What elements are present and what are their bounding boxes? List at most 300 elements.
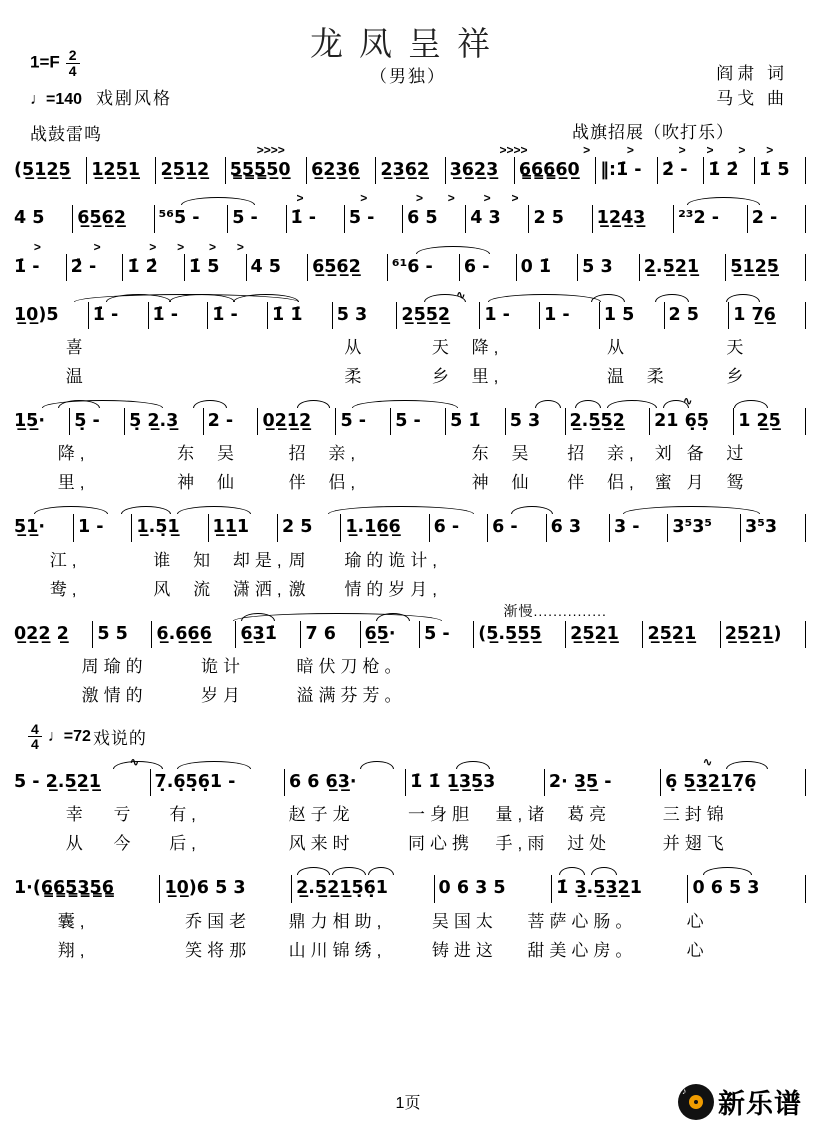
measure: 5 - (391, 408, 446, 435)
lyric-syllable: 吴 (216, 444, 239, 464)
measure: ⁶¹6 - (388, 254, 460, 281)
slur-arc (181, 197, 255, 205)
lyric-syllable: 山川锦绣, (288, 940, 387, 960)
measure: 0̲2̲1̲2̲ (258, 408, 336, 435)
lyric-syllable: 里, (471, 367, 504, 386)
lyric-syllable: 降, (57, 444, 90, 464)
lyric-syllable: 乔国老 (185, 911, 252, 931)
music-note-icon: ♪ (682, 1085, 687, 1096)
lyric-syllable: 从 (65, 834, 88, 854)
section-label-left: 战鼓雷鸣 (30, 125, 102, 144)
lyric-syllable: 乡 (726, 367, 749, 386)
lyric-syllable: 暗伏刀枪。 (296, 656, 407, 676)
lyric-syllable: 诸 (527, 805, 550, 825)
music-system (10, 239, 806, 281)
measure: 1 2̲5̲ (734, 408, 806, 435)
accent-mark: > (177, 239, 185, 254)
lyric-syllable: 情的岁月, (344, 579, 443, 599)
lyric-syllable: 风来时 (288, 834, 355, 854)
style-text: 戏说的 (92, 729, 147, 749)
notes-row (10, 205, 806, 232)
accent-mark: > (626, 143, 634, 157)
ornament-row (10, 393, 806, 408)
measure: 0 1̇ (517, 254, 579, 281)
lyric-syllable: 诡计 (201, 656, 246, 676)
lyric-syllable: 招 (567, 444, 590, 464)
lyric-syllable: 葛亮 (567, 805, 612, 825)
lyric-syllable: 鼎力相助, (288, 911, 387, 931)
measure: 5 - (420, 621, 474, 648)
music-system (10, 860, 806, 960)
lyric-syllable: 却是, (232, 550, 287, 570)
slur-arc (535, 400, 561, 408)
lyric-syllable: 周 (288, 550, 311, 570)
slur-arc (726, 294, 760, 302)
lyric-syllable: 今 (113, 834, 136, 854)
publisher-logo (678, 1082, 802, 1121)
lyric-syllable: 天 (726, 338, 749, 357)
lyric-syllable: 东 (177, 444, 200, 464)
lyric-syllable: 激 (288, 579, 311, 599)
lyric-syllable: 侣, (607, 473, 639, 493)
lyric-syllable: 鸯, (49, 579, 82, 599)
slur-arc (623, 506, 760, 514)
slur-arc (575, 400, 601, 408)
notes-row (10, 157, 806, 184)
ornament-row (10, 499, 806, 514)
lyric-syllable: 心 (686, 911, 709, 931)
measure: 6 - (460, 254, 517, 281)
accent-mark: > (483, 191, 491, 206)
lyric-syllable: 量, (495, 805, 528, 825)
measure: 2 - (748, 205, 806, 232)
ornament-row (10, 142, 806, 157)
lyric-syllable: 甜美心房。 (527, 940, 638, 960)
page-number: 1页 (395, 1095, 421, 1112)
lyric-syllable: 仙 (511, 473, 534, 493)
lyric-row (10, 907, 806, 932)
slur-arc (177, 761, 251, 769)
measure: 1̇ - (89, 302, 149, 329)
slur-arc (488, 294, 601, 302)
measure: 0 6 3 5 (435, 875, 553, 902)
slur-arc (360, 761, 394, 769)
lyric-syllable: 东 (471, 444, 494, 464)
song-subtitle: （男独） (370, 67, 446, 86)
measure: 5̲1̲2̲5̲ (726, 254, 806, 281)
slur-arc (726, 761, 768, 769)
lyric-row (10, 439, 806, 464)
lyric-syllable: 周瑜的 (81, 656, 148, 676)
lyric-syllable: 鸳 (726, 473, 749, 493)
lyric-syllable: 天 (431, 338, 454, 357)
lyric-row (10, 468, 806, 493)
measure: 1̲.5̣1̲ (132, 514, 208, 541)
lyric-syllable: 翔, (57, 940, 90, 960)
score (10, 142, 806, 967)
lyric-syllable: 乡 (431, 367, 454, 386)
accent-mark: > (447, 191, 455, 206)
meter-fraction: $\frac{4}{4}$ (28, 722, 42, 752)
measure: 1 - (74, 514, 132, 541)
slur-arc (368, 867, 394, 875)
measure: 4 3 (466, 205, 529, 232)
slur-arc (193, 400, 227, 408)
accent-mark: > (93, 239, 101, 254)
lyric-syllable: 赵子龙 (288, 805, 355, 825)
measure: 6 - (430, 514, 488, 541)
ornament-row (10, 754, 806, 769)
measure: 6̣ 5̲3̲2̲1̲7̣6̣ (661, 769, 806, 796)
tempo-change-label: 渐慢............... (503, 602, 607, 619)
lyric-row (10, 546, 806, 571)
accent-mark: > (766, 143, 774, 157)
measure: 2̲.5̲5̲2̲ (566, 408, 651, 435)
lyric-row (10, 829, 806, 854)
slur-arc (297, 400, 331, 408)
measure: 2̇ - (658, 157, 704, 184)
measure: (5̲1̲2̲5̲ (10, 157, 87, 184)
style-text: 戏剧风格 (96, 89, 173, 108)
measure: 3⁵3 (741, 514, 806, 541)
measure: 2̲5̲2̲1̲ (643, 621, 720, 648)
lyric-syllable: 亲, (328, 444, 361, 464)
measure: 0̲2̲2̲ 2̲ (10, 621, 93, 648)
lyric-syllable: 同心携 (408, 834, 474, 854)
measure: 1̲5̲· (10, 408, 70, 435)
measure: 5 - (345, 205, 403, 232)
accent-mark: > (583, 143, 591, 157)
measure: 6̲3̲1̇ (236, 621, 301, 648)
accent-mark: ∿ (455, 287, 466, 302)
ornament-row (10, 190, 806, 205)
lyric-syllable: 喜 (65, 338, 88, 357)
measure: 5 5 (93, 621, 152, 648)
accent-mark: > (209, 239, 217, 254)
slur-arc (121, 506, 171, 514)
measure: 5 3 (333, 302, 398, 329)
lyric-syllable: 吴国太 (431, 911, 498, 931)
measure: 6̳6̳6̳6̲0̲ (515, 157, 596, 184)
measure: 1 - (480, 302, 540, 329)
measure: 1·(6̳6̳5̳3̳5̳6̳ (10, 875, 160, 902)
measure: 2̲.5̲2̲1̲ (640, 254, 726, 281)
meter-fraction: $\frac{2}{4}$ (66, 48, 80, 78)
lyric-syllable: 亲, (607, 444, 639, 464)
measure: 1̇ 5 (185, 254, 247, 281)
slur-arc (591, 867, 617, 875)
music-system (10, 393, 806, 493)
measure: 2· 3̲5̲ - (545, 769, 661, 796)
measure: 6 - (488, 514, 546, 541)
lyric-syllable: 温 (607, 367, 629, 386)
measure: 6̲.6̲6̲6̲ (152, 621, 236, 648)
accent-mark: ∿ (702, 755, 713, 770)
music-system (10, 754, 806, 854)
accent-mark: > (706, 143, 714, 157)
lyric-syllable: 谁 (153, 550, 176, 570)
lyric-syllable: 神 (177, 473, 200, 493)
measure: 5 - 2̲.5̲2̲1̲ (10, 769, 151, 796)
measure: 6̲2̲3̲6̲ (307, 157, 376, 184)
slur-arc (34, 506, 108, 514)
slur-arc (511, 506, 553, 514)
lyric-syllable: 备 (686, 444, 709, 464)
lyric-syllable: 瑜的诡计, (344, 550, 443, 570)
measure: 1̇ - (208, 302, 268, 329)
lyric-syllable: 过 (726, 444, 749, 464)
lyric-syllable: 后, (169, 834, 201, 854)
measure: ‖:1̇ - (596, 157, 658, 184)
notes-row (10, 875, 806, 902)
measure: 6 6 6̲3̲· (285, 769, 406, 796)
measure: 1̇ 1̇ 1̲3̲5̲3 (406, 769, 545, 796)
lyric-syllable: 过处 (567, 834, 612, 854)
measure: 7̣.6̣5̣6̣1 - (151, 769, 285, 796)
lyric-syllable: 菩萨心肠。 (527, 911, 638, 931)
accent-mark: > (511, 191, 519, 206)
lyric-syllable: 铸进这 (431, 940, 498, 960)
accent-mark: > (33, 239, 41, 254)
accent-mark: > (296, 191, 304, 206)
accent-mark: >>>> (256, 143, 285, 157)
lyric-syllable: 侣, (328, 473, 361, 493)
measure: 2̲5̲2̲1̲) (721, 621, 806, 648)
measure: 2̲5̲1̲2̲ (156, 157, 225, 184)
measure: 1̲0̲)5 (10, 302, 89, 329)
measure: 1̇ 5 (755, 157, 806, 184)
accent-mark: > (678, 143, 686, 157)
lyric-syllable: 仙 (216, 473, 239, 493)
measure: 3⁵3⁵ (668, 514, 741, 541)
measure: 1̇ 1̇ (268, 302, 333, 329)
lyric-syllable: 伴 (288, 473, 311, 493)
slur-arc (332, 867, 366, 875)
measure: 5̲1̲· (10, 514, 74, 541)
lyric-syllable: 蜜 (654, 473, 677, 493)
tempo-value: ♩=72 (47, 727, 91, 745)
measure: 1̲0̲)6 5 3 (160, 875, 292, 902)
section-header (28, 722, 806, 752)
lyric-syllable: 招 (288, 444, 311, 464)
accent-mark: > (149, 239, 157, 254)
music-system (10, 602, 806, 706)
slur-arc (328, 506, 473, 514)
measure: 1̇ 2̇ (704, 157, 755, 184)
slur-arc (663, 400, 689, 408)
slur-arc (241, 613, 275, 621)
measure: 1̇ 2̇ (123, 254, 185, 281)
measure: 5 3 (506, 408, 566, 435)
measure: 2 5 (529, 205, 592, 232)
music-system (10, 190, 806, 232)
lyric-row (10, 800, 806, 825)
notes-row (10, 254, 806, 281)
notes-row (10, 302, 806, 329)
composer-credit: 马戈 曲 (716, 88, 788, 108)
measure: 1 5 (600, 302, 665, 329)
slur-arc (297, 867, 331, 875)
measure: 5 - (228, 205, 286, 232)
measure: 5 - (336, 408, 391, 435)
lyric-syllable: 心 (686, 940, 709, 960)
measure: 1̇ - (10, 254, 67, 281)
accent-mark: > (738, 143, 746, 157)
measure: 6 5 (403, 205, 466, 232)
notes-row (10, 408, 806, 435)
accent-mark: > (415, 191, 423, 206)
measure: 7 6 (301, 621, 360, 648)
credits (716, 62, 788, 111)
ornament-row (10, 860, 806, 875)
measure: 5̣ 2̲.3̲ (125, 408, 204, 435)
ornament-row (10, 602, 806, 621)
vinyl-record-icon (678, 1084, 714, 1120)
notes-row (10, 514, 806, 541)
measure: 2̲3̲6̲2̲ (376, 157, 445, 184)
slur-arc (177, 506, 251, 514)
slur-arc (352, 400, 457, 408)
lyric-syllable: 月 (686, 473, 709, 493)
ornament-row (10, 287, 806, 302)
ornament-row (10, 239, 806, 254)
lyric-syllable: 一身胆 (408, 805, 474, 825)
accent-mark: > (360, 191, 368, 206)
accent-mark: ∿ (129, 755, 140, 770)
lyric-syllable: 笑将那 (185, 940, 252, 960)
measure: 1 7̲6̲ (729, 302, 806, 329)
measure: 5̣ - (70, 408, 125, 435)
slur-arc (456, 761, 490, 769)
slur-arc (591, 294, 625, 302)
music-system (10, 287, 806, 387)
lyric-syllable: 降, (471, 338, 504, 357)
measure: 2 5 (665, 302, 730, 329)
lyric-syllable: 流 (193, 579, 216, 599)
key-signature (30, 48, 80, 78)
lyric-syllable: 风 (153, 579, 176, 599)
measure: 5̳5̳5̳5̲0̲ (226, 157, 307, 184)
measure: 3̲6̲2̲3̲ (446, 157, 515, 184)
measure: 21 6̣5̣ (650, 408, 734, 435)
lyric-syllable: 伴 (567, 473, 590, 493)
lyric-row (10, 362, 806, 387)
lyric-syllable: 亏 (113, 805, 136, 825)
measure: 4 5 (10, 205, 73, 232)
music-system (10, 142, 806, 184)
accent-mark: ∿ (682, 394, 693, 408)
lyric-row (10, 652, 806, 677)
lyric-row (10, 575, 806, 600)
measure: 6 3 (547, 514, 610, 541)
lyric-syllable: 雨 (527, 834, 550, 854)
lyric-syllable: 知 (193, 550, 216, 570)
lyric-syllable: 柔 (344, 367, 367, 386)
measure: 2 - (204, 408, 259, 435)
lyric-syllable: 三封锦 (662, 805, 729, 825)
lyricist-credit: 阎肃 词 (716, 64, 788, 83)
slur-arc (687, 197, 761, 205)
song-title: 龙凤呈祥 (310, 27, 506, 63)
slur-arc (607, 400, 657, 408)
lyric-syllable: 柔 (646, 367, 669, 386)
measure: 6̲5̲6̲2̲ (73, 205, 154, 232)
measure: 6̲5̲6̲2̲ (308, 254, 388, 281)
lyric-syllable: 潇洒, (232, 579, 287, 599)
measure: 1̲1̲1 (209, 514, 278, 541)
slur-arc (734, 400, 768, 408)
measure: 3 - (610, 514, 668, 541)
measure: (5̲.5̲5̲5̲ (474, 621, 566, 648)
lyric-row (10, 681, 806, 706)
measure: 1̲2̲5̲1̲ (87, 157, 156, 184)
lyric-syllable: 手, (495, 834, 528, 854)
lyric-syllable: 岁月 (201, 685, 246, 705)
measure: 1̲2̲4̲3̲ (593, 205, 674, 232)
lyric-syllable: 幸 (65, 805, 88, 825)
lyric-syllable: 激情的 (81, 685, 148, 705)
measure: 2̲.5̲2̲1̲5̣6̣1 (292, 875, 434, 902)
measure: 2̲5̲5̲2̲ (397, 302, 480, 329)
lyric-syllable: 吴 (511, 444, 534, 464)
notes-row (10, 769, 806, 796)
lyric-row (10, 936, 806, 961)
lyric-syllable: 并翅飞 (662, 834, 729, 854)
lyric-syllable: 里, (57, 473, 90, 493)
measure: 5 1̇ (446, 408, 506, 435)
measure: 1̇ - (149, 302, 209, 329)
measure: 2̇ - (67, 254, 124, 281)
slur-arc (655, 294, 689, 302)
notes-row (10, 621, 806, 648)
measure: 6̲5̲· (361, 621, 421, 648)
lyric-syllable: 有, (169, 805, 201, 825)
measure: 1̇ - (287, 205, 345, 232)
measure: 2 5 (278, 514, 341, 541)
measure: ⁵⁶5 - (155, 205, 229, 232)
lyric-syllable: 从 (344, 338, 367, 357)
lyric-syllable: 囊, (57, 911, 90, 931)
lyric-syllable: 从 (607, 338, 629, 357)
measure: 2̲5̲2̲1̲ (566, 621, 643, 648)
slur-arc (559, 867, 585, 875)
slur-arc (703, 867, 753, 875)
measure: 4 5 (247, 254, 309, 281)
logo-text: 新乐谱 (718, 1089, 802, 1119)
slur-arc (416, 246, 490, 254)
section-label-right: 战旗招展（吹打乐） (572, 123, 734, 142)
measure: 1̇ 3̲.5̲3̲2̲1 (552, 875, 688, 902)
measure: 1̲.1̲6̲6̲ (341, 514, 429, 541)
measure: ²³2 - (674, 205, 748, 232)
music-system (10, 499, 806, 599)
accent-mark: > (236, 239, 244, 254)
lyric-syllable: 江, (49, 550, 82, 570)
measure: 5 3 (578, 254, 640, 281)
measure: 1 - (540, 302, 600, 329)
tempo-marking (30, 84, 172, 109)
lyric-row (10, 333, 806, 358)
key-label: 1=F (30, 52, 60, 72)
lyric-syllable: 温 (65, 367, 88, 386)
measure: 0 6 5 3 (688, 875, 806, 902)
lyric-syllable: 神 (471, 473, 494, 493)
lyric-syllable: 溢满芬芳。 (296, 685, 407, 705)
accent-mark: >>>> (499, 143, 528, 157)
tempo-value: ♩=140 (30, 91, 83, 108)
lyric-syllable: 刘 (654, 444, 677, 464)
slur-arc (58, 400, 100, 408)
